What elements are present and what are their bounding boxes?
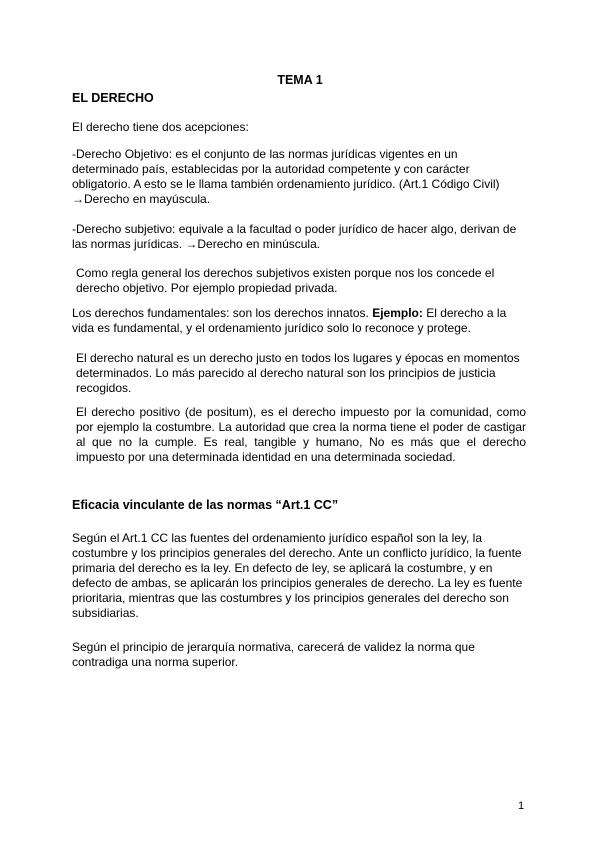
fundamentales-text-end: El derecho a la vida es fundamental, y el ordenamiento jurídico solo lo reconoce y protege. [72, 306, 507, 335]
page-title: TEMA 1 [277, 73, 323, 87]
derecho-positivo-paragraph: El derecho positivo (de positum), es el derecho impuesto por la comunidad, como por ejemplo la costumbre. La autoridad que crea la norma tiene el poder de castigar al que no la cumple. Es real, tangible y humano, No es más que el derecho impuesto por una determinada identidad en una determinada sociedad. [76, 405, 526, 464]
derechos-fundamentales-paragraph [72, 306, 524, 336]
intro-paragraph: El derecho tiene dos acepciones: [72, 120, 249, 134]
section-heading-el-derecho: EL DERECHO [72, 91, 154, 105]
ejemplo-label: Ejemplo: [372, 306, 423, 320]
fuentes-paragraph: Según el Art.1 CC las fuentes del ordenamiento jurídico español son la ley, la costumbre y los principios generales del derecho. Ante un conflicto jurídico, la fuente primaria del derecho es la ley. En defecto de ley, se aplicará la costumbre, y en defecto de ambas, se aplicarán los principios generales de derecho. La ley es fuente prioritaria, mientras que las costumbres y los principios generales del derecho son subsidiarias. [72, 531, 523, 620]
derecho-natural-paragraph: El derecho natural es un derecho justo en todos los lugares y épocas en momentos determinados. Lo más parecido al derecho natural son los principios de justicia recogidos. [76, 351, 520, 395]
regla-general-paragraph: Como regla general los derechos subjetivos existen porque nos los concede el derecho objetivo. Por ejemplo propiedad privada. [76, 266, 495, 295]
derecho-subjetivo-paragraph: -Derecho subjetivo: equivale a la facultad o poder jurídico de hacer algo, derivan de las normas jurídicas. →Derecho en minúscula. [72, 222, 517, 251]
derecho-objetivo-paragraph: -Derecho Objetivo: es el conjunto de las normas jurídicas vigentes en un determinado país, establecidas por la autoridad competente y con carácter obligatorio. A esto se le llama también ordenamiento jurídico. (Art.1 Código Civil) →Derecho en mayúscula. [72, 147, 500, 206]
jerarquia-paragraph: Según el principio de jerarquía normativa, carecerá de validez la norma que contradiga una norma superior. [72, 640, 475, 669]
fundamentales-text-start: Los derechos fundamentales: son los derechos innatos. [72, 306, 373, 320]
section-heading-eficacia: Eficacia vinculante de las normas “Art.1 CC” [72, 498, 339, 512]
page-number: 1 [518, 800, 525, 812]
